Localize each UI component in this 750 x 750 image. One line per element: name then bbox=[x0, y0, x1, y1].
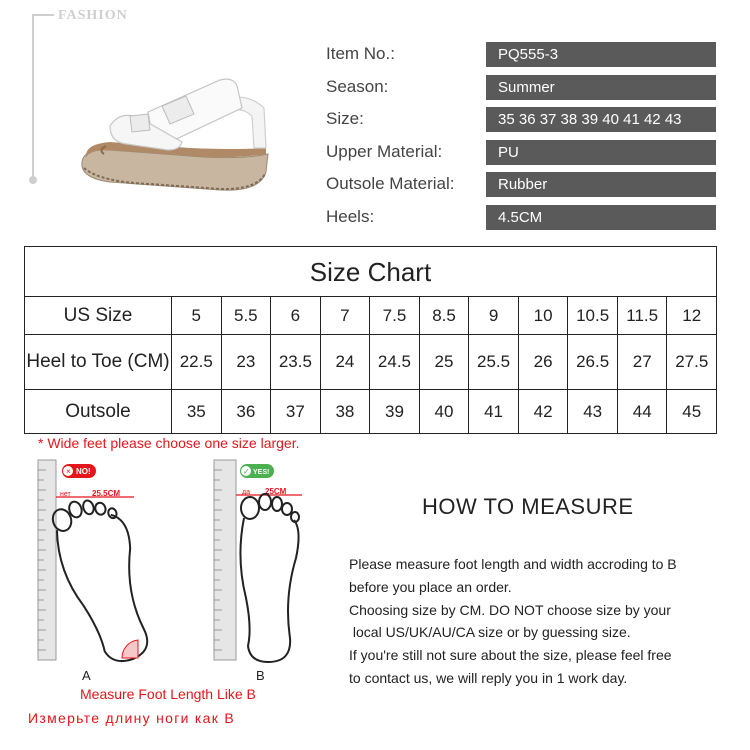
foot-measure-illustration-b bbox=[210, 458, 360, 693]
how-to-measure-title: HOW TO MEASURE bbox=[422, 494, 634, 519]
size-cell: 38 bbox=[321, 390, 371, 433]
brand-frame-top-line bbox=[32, 14, 54, 16]
row-header: US Size bbox=[25, 297, 172, 334]
size-cell: 27 bbox=[618, 335, 668, 389]
instruction-line: Please measure foot length and width accroding to B bbox=[349, 556, 677, 572]
svg-text:×: × bbox=[66, 467, 71, 476]
measure-value: 25CM bbox=[265, 487, 287, 496]
instruction-line: If you're still not sure about the size, please feel free bbox=[349, 647, 672, 664]
brand-frame-line bbox=[32, 14, 34, 184]
instruction-line: Choosing size by CM. DO NOT choose size by your bbox=[349, 601, 671, 618]
size-cell: 45 bbox=[682, 401, 702, 421]
size-row-us bbox=[25, 297, 716, 335]
size-cell: 26.5 bbox=[568, 335, 618, 389]
size-cell: 25.5 bbox=[469, 335, 519, 389]
size-cell: 22.5 bbox=[172, 335, 222, 389]
size-cell: 25 bbox=[420, 335, 470, 389]
size-cell: 27.5 bbox=[675, 352, 709, 371]
spec-label: Item No.: bbox=[326, 44, 395, 63]
size-cell: 9 bbox=[469, 297, 519, 334]
size-row-outsole bbox=[25, 390, 716, 433]
product-specs bbox=[326, 40, 716, 235]
size-cell: 40 bbox=[420, 390, 470, 433]
spec-row-heels bbox=[326, 203, 716, 236]
how-to-measure-text bbox=[349, 553, 739, 690]
letter-label: A bbox=[82, 668, 91, 683]
spec-value: Summer bbox=[486, 75, 716, 100]
wide-feet-note: * Wide feet please choose one size larger. bbox=[38, 435, 300, 451]
size-cell: 10.5 bbox=[568, 297, 618, 334]
foot-outline-icon bbox=[240, 494, 299, 662]
spec-row-item-no bbox=[326, 40, 716, 73]
spec-row-season bbox=[326, 73, 716, 106]
letter-label: B bbox=[256, 668, 265, 683]
no-badge-icon bbox=[62, 464, 96, 478]
measure-caption-english: Measure Foot Length Like B bbox=[80, 686, 256, 702]
size-cell: 26 bbox=[519, 335, 569, 389]
spec-label: Size: bbox=[326, 109, 364, 128]
measure-value: 25.5CM bbox=[92, 489, 121, 498]
size-cell: 7 bbox=[321, 297, 371, 334]
size-cell: 41 bbox=[469, 390, 519, 433]
spec-value: PQ555-3 bbox=[486, 42, 716, 67]
size-cell: 6 bbox=[271, 297, 321, 334]
ruler bbox=[214, 460, 236, 660]
size-cell: 11.5 bbox=[618, 297, 668, 334]
product-sandal-image bbox=[70, 50, 280, 200]
spec-value: Rubber bbox=[486, 172, 716, 197]
size-cell: 5 bbox=[172, 297, 222, 334]
size-cell: 42 bbox=[519, 390, 569, 433]
row-header: Heel to Toe (CM) bbox=[25, 335, 172, 389]
size-cell: 43 bbox=[568, 390, 618, 433]
size-row-heel-to-toe bbox=[25, 335, 716, 390]
size-cell: 10 bbox=[519, 297, 569, 334]
size-chart-table bbox=[24, 246, 717, 434]
row-header: Outsole bbox=[25, 390, 172, 433]
badge-text: YES! bbox=[253, 469, 270, 476]
svg-text:✓: ✓ bbox=[243, 467, 250, 476]
size-cell: 7.5 bbox=[370, 297, 420, 334]
size-cell: 44 bbox=[618, 390, 668, 433]
yes-badge-icon bbox=[240, 464, 274, 478]
instruction-line: before you place an order. bbox=[349, 578, 512, 595]
brand-frame-dot bbox=[29, 176, 37, 184]
instruction-line: local US/UK/AU/CA size or by guessing size. bbox=[349, 624, 631, 641]
ruler bbox=[38, 460, 56, 660]
brand-logo: FASHION bbox=[58, 8, 128, 23]
measure-ru-word: да bbox=[242, 489, 250, 496]
spec-row-size bbox=[326, 105, 716, 138]
size-cell: 37 bbox=[271, 390, 321, 433]
foot-outline-icon bbox=[45, 489, 166, 671]
spec-label: Outsole Material: bbox=[326, 174, 455, 193]
measure-caption-russian: Измерьте длину ноги как В bbox=[28, 710, 235, 726]
size-cell: 8.5 bbox=[420, 297, 470, 334]
size-cell: 39 bbox=[370, 390, 420, 433]
badge-text: NO! bbox=[76, 467, 91, 476]
instruction-line: to contact us, we will reply you in 1 work day. bbox=[349, 669, 628, 686]
size-cell: 36 bbox=[222, 390, 272, 433]
size-cell: 12 bbox=[682, 305, 702, 325]
spec-label: Upper Material: bbox=[326, 141, 443, 161]
spec-label: Heels: bbox=[326, 206, 375, 226]
spec-value: 35 36 37 38 39 40 41 42 43 bbox=[486, 107, 716, 132]
size-cell: 23.5 bbox=[271, 335, 321, 389]
size-cell: 24.5 bbox=[370, 335, 420, 389]
spec-row-outsole-material bbox=[326, 170, 716, 203]
size-cell: 23 bbox=[222, 335, 272, 389]
spec-value: PU bbox=[486, 140, 716, 165]
foot-measure-illustration-a bbox=[34, 458, 184, 693]
spec-label: Season: bbox=[326, 76, 389, 96]
measure-ru-word: нет bbox=[60, 491, 71, 498]
size-cell: 24 bbox=[321, 335, 371, 389]
spec-value: 4.5CM bbox=[486, 205, 716, 230]
spec-row-upper-material bbox=[326, 138, 716, 171]
size-cell: 35 bbox=[172, 390, 222, 433]
size-chart-title: Size Chart bbox=[25, 247, 716, 297]
size-cell: 5.5 bbox=[222, 297, 272, 334]
